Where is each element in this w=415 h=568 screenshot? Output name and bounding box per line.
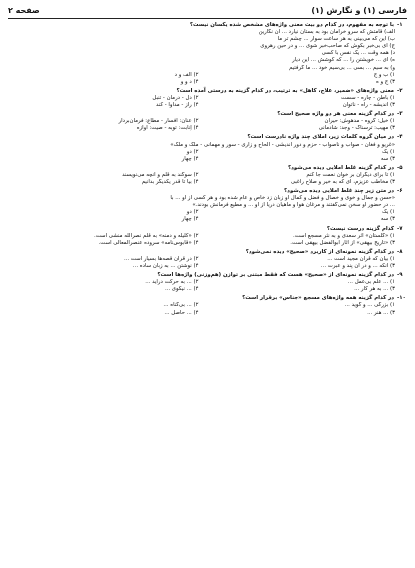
answer-options xyxy=(8,256,407,270)
question-text: در کدام گزینه همه واژه‌های مسجع «جناس» برقرار است؟ xyxy=(242,295,394,302)
answer-option[interactable]: ۱) خیل: گروه - مدهوش: حیران xyxy=(324,118,395,125)
question-text: با توجه به مفهوم، در کدام دو بیت معنی واژه‌های مشخص شده یکسان نیست؟ xyxy=(189,22,394,28)
answer-options xyxy=(8,279,407,293)
question-line: د) همه وقت ... یک نفس با کسی xyxy=(321,50,395,57)
answer-option[interactable]: ۲) عنان: افسار - مطاع: فرمان‌بردار xyxy=(118,118,199,125)
answer-option[interactable]: ۴) چهار xyxy=(181,216,199,223)
answer-options xyxy=(8,118,407,132)
question-text: معنی واژه‌های «ضمیر، علاج، کاهل» به ترتیب، در کدام گزینه به درستی آمده است؟ xyxy=(176,87,394,94)
answer-options xyxy=(8,172,407,186)
question-stem xyxy=(8,226,407,233)
answer-option[interactable]: ۱) باطن - چاره - سست xyxy=(340,94,395,101)
question-number: ۳- xyxy=(397,111,403,118)
question-number: ۷- xyxy=(397,225,403,232)
answer-option[interactable]: ۳) مخاطب عزیزم، ای که به خیر و صلاح راغبی xyxy=(290,178,395,185)
answer-option[interactable]: ۱) «گلستان» اثر سعدی و به نثر مسجع است. xyxy=(292,232,395,239)
answer-options xyxy=(8,233,407,247)
answer-option[interactable]: ۳) اندیشه - راه - ناتوان xyxy=(342,102,395,109)
answer-option[interactable]: ۳) مهیب: ترسناک - وجد: شادمانی xyxy=(318,125,395,132)
question-text: در کدام گزینه غلط املایی دیده می‌شود؟ xyxy=(287,164,394,171)
answer-option[interactable]: ۱) ب و ج xyxy=(373,71,395,78)
question-stem xyxy=(8,88,407,95)
question-item xyxy=(8,88,407,109)
question-number: ۲- xyxy=(397,87,403,94)
question-text: کدام گزینه درست نیست؟ xyxy=(326,225,394,232)
question-item xyxy=(8,272,407,293)
question-line: ب) این که می‌بینی به هر ساعت سوار ... چشم تر ما xyxy=(277,36,395,43)
question-item xyxy=(8,134,407,162)
answer-options xyxy=(8,149,407,163)
question-item xyxy=(8,226,407,247)
question-number: ۸- xyxy=(397,248,403,255)
question-item xyxy=(8,165,407,186)
answer-option[interactable]: ۴) نوشتن ... به زبان ساده ... xyxy=(132,263,199,269)
question-number: ۵- xyxy=(397,164,403,171)
answer-option[interactable]: ۳) ج و ه xyxy=(375,78,395,85)
question-line: ... در حضور او سخن نمی‌گفتند و مرغان هوا و ماهیان دریا از او ... و مطیع فرمانش بودند.» xyxy=(192,202,395,209)
answer-option[interactable]: ۴) چهار xyxy=(181,155,199,162)
answer-option[interactable]: ۱) یک xyxy=(381,148,395,155)
question-number: ۹- xyxy=(397,272,403,279)
answer-option[interactable]: ۲) «کلیله و دمنه» به قلم نصرالله منشی است. xyxy=(93,232,199,239)
question-line: الف) قامتش که سرو خرامان بود به بستان نیارد ... آن نگارین xyxy=(258,29,395,36)
answer-option[interactable]: ۳) ... هنر ... xyxy=(367,309,395,316)
answer-option[interactable]: ۴) اِنابت: توبه - صیت: آوازه xyxy=(136,125,199,132)
answer-option[interactable]: ۲) ... به حرکت درآید ... xyxy=(145,279,199,286)
page-header xyxy=(8,6,407,19)
answer-option[interactable]: ۲) دل - درمان - تنبل xyxy=(152,94,199,101)
question-line: «حسن و جمال و خوی و خصال و فضل و کمال او زبان زد خاص و عام شده بود و هر کسی از او ... با xyxy=(170,195,395,202)
question-text: در کدام گزینه معنی هر دو واژه صحیح است؟ xyxy=(277,111,394,118)
answer-option[interactable]: ۱) بزرگی ... و گوید ... xyxy=(344,302,395,309)
question-number: ۱- xyxy=(397,22,403,28)
answer-options xyxy=(8,72,407,86)
answer-option[interactable]: ۱) یک xyxy=(381,209,395,216)
answer-option[interactable]: ۲) در قرآن قصه‌ها بسیار است ... xyxy=(123,255,199,262)
answer-option[interactable]: ۱) ... علم بی‌عمل ... xyxy=(347,279,395,286)
answer-options xyxy=(8,209,407,223)
answer-option[interactable]: ۳) آنکه ... و در آن پند و عبرت ... xyxy=(320,263,395,269)
answer-option[interactable]: ۴) راز - مداوا - کُند xyxy=(155,102,199,109)
question-number: ۶- xyxy=(397,188,403,195)
answer-option[interactable]: ۱) تا برای دیگران بر خوان نعمت جا کنم xyxy=(306,171,395,178)
answer-option[interactable]: ۲) دو xyxy=(186,209,199,216)
answer-option[interactable]: ۴) ... حاصل ... xyxy=(164,309,199,316)
question-text: در کدام گزینه نمونه‌ای از «صحیح» هست که فقط مبتنی بر توازن (هم‌وزنی) واژه‌ها است؟ xyxy=(157,272,394,279)
answer-option[interactable]: ۳) ... به هر کار ... xyxy=(354,286,395,293)
question-item xyxy=(8,22,407,86)
answer-option[interactable]: ۳) سه xyxy=(380,155,395,162)
question-text: در متن زیر چند غلط املایی دیده می‌شود؟ xyxy=(284,188,394,195)
question-stem xyxy=(8,272,407,279)
answer-option[interactable]: ۲) دو xyxy=(186,148,199,155)
answer-option[interactable]: ۴) «قابوس‌نامه» سروده عنصرالمعالی است. xyxy=(98,239,199,246)
answer-option[interactable]: ۳) «تاریخ بیهقی» از آثار ابوالفضل بیهقی است. xyxy=(290,239,395,246)
question-stem xyxy=(8,188,407,195)
question-number: ۱۰- xyxy=(397,295,406,302)
answer-option[interactable]: ۴) بیا تا قدر یکدیگر بدانیم xyxy=(141,178,199,185)
question-stem xyxy=(8,295,407,302)
question-item xyxy=(8,295,407,316)
question-line: ه) ای ... خویشتن را ... که کوشش ... این دیار xyxy=(292,57,395,64)
document-title: فارسی (۱) و نگارش (۱) xyxy=(311,6,407,15)
answer-option[interactable]: ۴) ... نیکوی ... xyxy=(164,286,199,293)
question-item xyxy=(8,111,407,132)
question-stem xyxy=(8,134,407,141)
question-line: «غریو و فغان - صواب و ناصواب - حزم و دور اندیشی - الحاح و زاری - سور و مهمانی - ملک و ملک» xyxy=(170,141,395,148)
answer-option[interactable]: ۲) ... بی‌گناه ... xyxy=(163,302,199,309)
answer-options xyxy=(8,302,407,316)
question-line: ج) ای بی‌خبر بکوش که صاحب‌خبر شوی ... و در حین رهروی xyxy=(260,43,395,50)
question-item xyxy=(8,188,407,223)
answer-options xyxy=(8,95,407,109)
question-list xyxy=(8,22,407,317)
question-stem xyxy=(8,111,407,118)
answer-option[interactable]: ۴) د و و xyxy=(180,78,199,85)
question-stem xyxy=(8,249,407,256)
question-number: ۴- xyxy=(397,134,403,141)
question-stem xyxy=(8,22,407,29)
page-number: صفحه ۲ xyxy=(8,6,40,15)
answer-option[interactable]: ۲) سوگند به قلم و آنچه می‌نویسند xyxy=(122,171,199,178)
answer-option[interactable]: ۳) سه xyxy=(380,216,395,223)
question-stem xyxy=(8,165,407,172)
answer-option[interactable]: ۲) الف و د xyxy=(174,71,199,78)
question-line: و) به سیم ... بسی ... بی‌سیم خود ... ما گرفتیم xyxy=(289,64,395,71)
answer-option[interactable]: ۱) بیان که قرآن مجید است ... xyxy=(327,255,395,262)
question-item xyxy=(8,249,407,270)
question-text: در میان گروه کلمات زیر، املای چند واژه نادرست است؟ xyxy=(247,134,394,141)
question-text: در کدام گزینه نمونه‌ای از کاربرد «صحیح» دیده نمی‌شود؟ xyxy=(245,248,394,255)
